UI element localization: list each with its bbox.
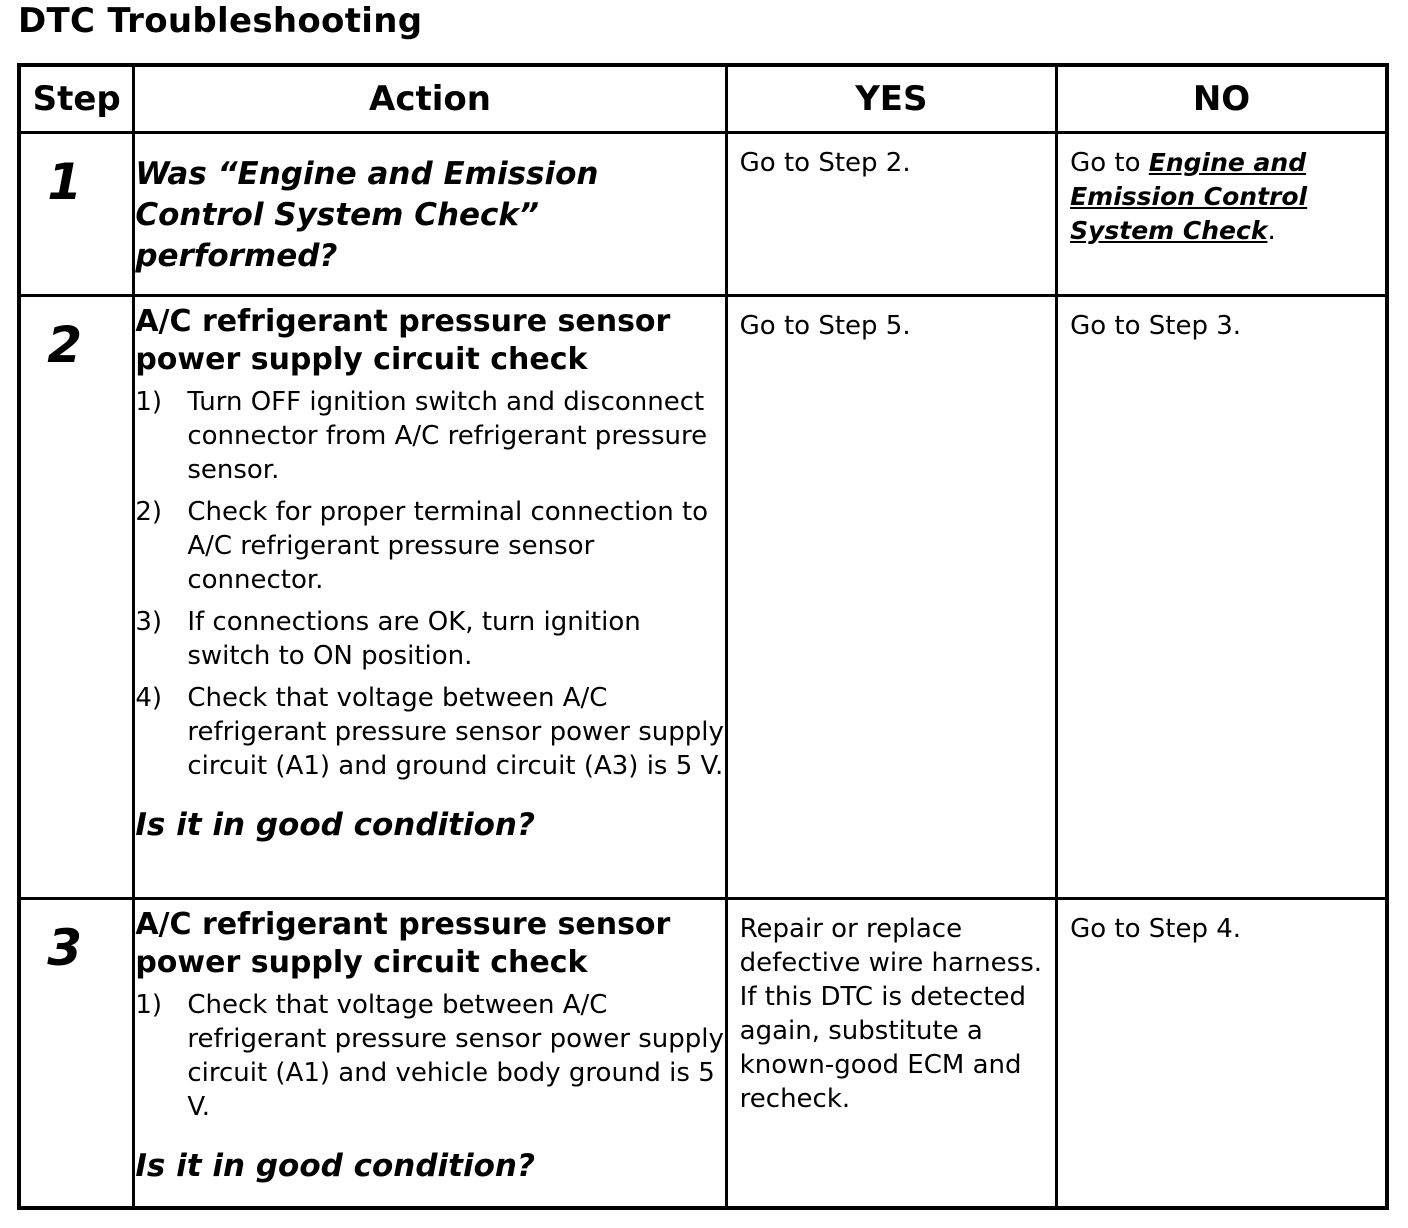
list-item <box>135 988 724 1124</box>
item-text: Check for proper terminal connection to A/C refrigerant pressure sensor connector. <box>187 497 709 595</box>
page-title: DTC Troubleshooting <box>18 1 423 41</box>
list-item <box>135 681 724 783</box>
step-question: Was “Engine and Emission Control System Check” performed? <box>135 156 599 274</box>
step-cell <box>19 296 134 899</box>
item-text: Turn OFF ignition switch and disconnect connector from A/C refrigerant pressure sensor. <box>187 387 708 485</box>
step-question: Is it in good condition? <box>135 807 535 843</box>
step-heading: A/C refrigerant pressure sensor power supply circuit check <box>135 907 671 980</box>
item-text: Check that voltage between A/C refrigerant pressure sensor power supply circuit (A1) and ground circuit (A3) is 5 V. <box>187 683 724 781</box>
procedure-list <box>135 385 724 783</box>
header-step: Step <box>19 65 134 133</box>
item-number: 1) <box>135 990 163 1020</box>
step-number: 3 <box>47 919 83 977</box>
item-number: 3) <box>135 607 163 637</box>
system-check-link[interactable]: Engine and Emission Control System Check <box>1070 148 1308 245</box>
item-number: 4) <box>135 683 163 713</box>
yes-cell <box>726 899 1056 1209</box>
step-number: 1 <box>47 153 83 211</box>
action-cell <box>134 899 726 1209</box>
yes-cell <box>726 133 1056 296</box>
table-row <box>19 899 1387 1209</box>
procedure-list <box>135 988 724 1124</box>
list-item <box>135 495 724 597</box>
yes-result-line: Repair or replace defective wire harness. <box>739 914 1043 978</box>
no-result: Go to Step 4. <box>1070 914 1242 944</box>
action-cell <box>134 133 726 296</box>
yes-result: Go to Step 5. <box>739 311 911 341</box>
header-no: NO <box>1057 65 1387 133</box>
yes-result: Go to Step 2. <box>739 148 911 178</box>
step-question: Is it in good condition? <box>135 1148 535 1184</box>
list-item <box>135 605 724 673</box>
step-cell <box>19 133 134 296</box>
dtc-table <box>17 63 1389 1210</box>
no-cell <box>1057 899 1387 1209</box>
item-number: 1) <box>135 387 163 417</box>
table-row <box>19 133 1387 296</box>
step-number: 2 <box>47 316 83 374</box>
list-item <box>135 385 724 487</box>
yes-result-line: If this DTC is detected again, substitute a known-good ECM and recheck. <box>739 982 1026 1114</box>
no-result <box>1058 134 1385 248</box>
yes-result <box>728 900 1055 1116</box>
item-text: Check that voltage between A/C refrigerant pressure sensor power supply circuit (A1) and vehicle body ground is 5 V. <box>187 990 724 1122</box>
step-heading: A/C refrigerant pressure sensor power supply circuit check <box>135 304 671 377</box>
action-cell <box>134 296 726 899</box>
no-result-suffix: . <box>1267 216 1276 246</box>
item-text: If connections are OK, turn ignition switch to ON position. <box>187 607 641 671</box>
header-action: Action <box>134 65 726 133</box>
item-number: 2) <box>135 497 163 527</box>
header-row <box>19 65 1387 133</box>
no-cell <box>1057 296 1387 899</box>
header-yes: YES <box>726 65 1056 133</box>
no-result-prefix: Go to <box>1070 148 1149 178</box>
no-cell <box>1057 133 1387 296</box>
step-cell <box>19 899 134 1209</box>
no-result: Go to Step 3. <box>1070 311 1242 341</box>
yes-cell <box>726 296 1056 899</box>
table-row <box>19 296 1387 899</box>
